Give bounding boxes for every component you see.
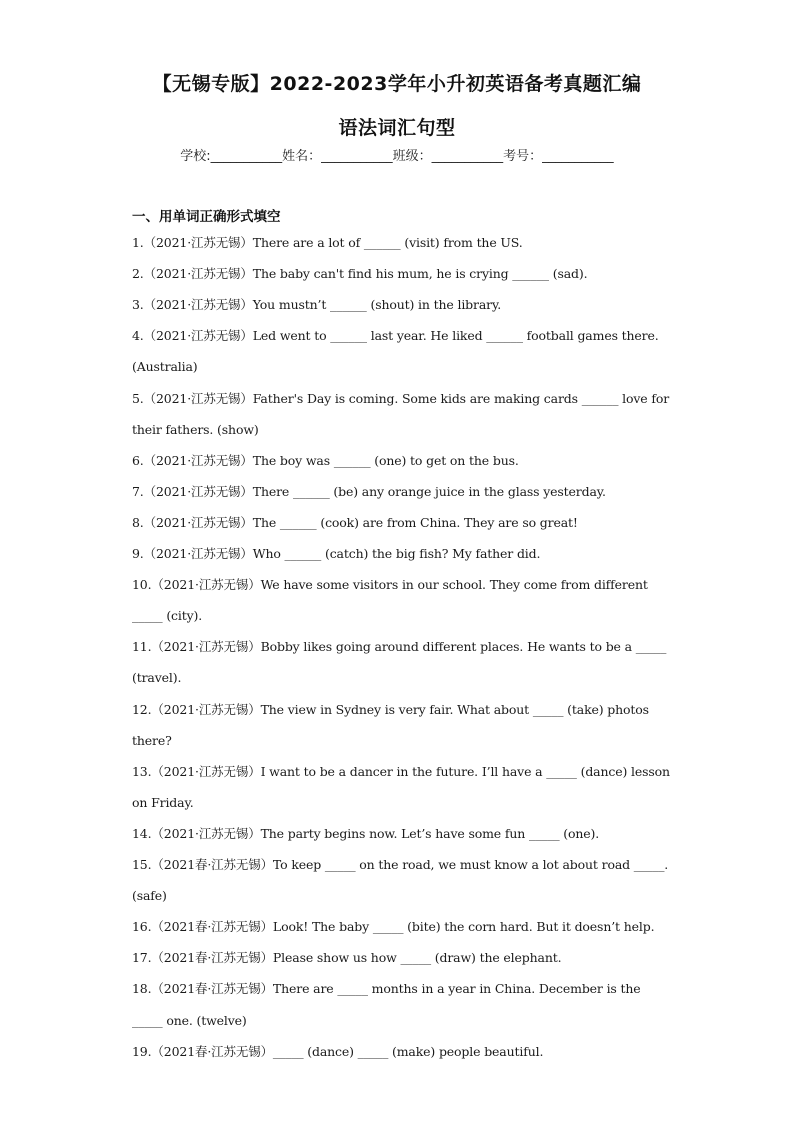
question-line: 17.（2021春·江苏无锡）Please show us how _____ (draw) the elephant. [132, 950, 562, 966]
question-line: 15.（2021春·江苏无锡）To keep _____ on the road, we must know a lot about road _____. [132, 857, 669, 872]
question-line: 8.（2021·江苏无锡）The ______ (cook) are from China. They are so great! [132, 514, 578, 530]
question-line: 9.（2021·江苏无锡）Who ______ (catch) the big fish? My father did. [132, 546, 541, 561]
question-line: 12.（2021·江苏无锡）The view in Sydney is very fair. What about _____ (take) photos [132, 701, 649, 717]
question-line: 1.（2021·江苏无锡）There are a lot of ______ (visit) from the US. [132, 235, 523, 250]
question-line: 14.（2021·江苏无锡）The party begins now. Let’s have some fun _____ (one). [132, 825, 600, 841]
question-line: on Friday. [132, 794, 194, 810]
question-line: 10.（2021·江苏无锡）We have some visitors in our school. They come from different [132, 577, 648, 593]
question-line: 4.（2021·江苏无锡）Led went to ______ last year. He liked ______ football games there. [132, 328, 659, 344]
question-line: 18.（2021春·江苏无锡）There are _____ months in a year in China. December is the [132, 981, 641, 997]
question-line: 5.（2021·江苏无锡）Father's Day is coming. Some kids are making cards ______ love for [132, 390, 670, 406]
question-line: _____ one. (twelve) [132, 1012, 247, 1028]
question-line: (travel). [132, 670, 182, 686]
question-line: _____ (city). [132, 608, 203, 624]
question-line: (safe) [132, 888, 167, 904]
worksheet-subtitle: 语法词汇句型 [338, 117, 456, 139]
question-line: 2.（2021·江苏无锡）The baby can't find his mum, he is crying ______ (sad). [132, 266, 588, 282]
question-line: 3.（2021·江苏无锡）You mustn’t ______ (shout) in the library. [132, 297, 502, 313]
question-line: 11.（2021·江苏无锡）Bobby likes going around different places. He wants to be a _____ [132, 639, 667, 655]
worksheet-title: 【无锡专版】2022-2023学年小升初英语备考真题汇编 [152, 73, 642, 95]
question-line: 19.（2021春·江苏无锡）_____ (dance) _____ (make) people beautiful. [132, 1043, 544, 1059]
question-line: 7.（2021·江苏无锡）There ______ (be) any orange juice in the glass yesterday. [132, 483, 606, 499]
question-line: 6.（2021·江苏无锡）The boy was ______ (one) to get on the bus. [132, 452, 519, 468]
question-line: 16.（2021春·江苏无锡）Look! The baby _____ (bite) the corn hard. But it doesn’t help. [132, 919, 655, 935]
question-line: their fathers. (show) [132, 421, 259, 437]
student-info-line: 学校:___________姓名：___________班级：___________考号：___________ [180, 149, 614, 164]
question-line: (Australia) [132, 359, 198, 375]
question-line: there? [132, 732, 172, 748]
section-heading: 一、用单词正确形式填空 [132, 209, 281, 225]
question-line: 13.（2021·江苏无锡）I want to be a dancer in the future. I’ll have a _____ (dance) lesson [132, 763, 670, 779]
